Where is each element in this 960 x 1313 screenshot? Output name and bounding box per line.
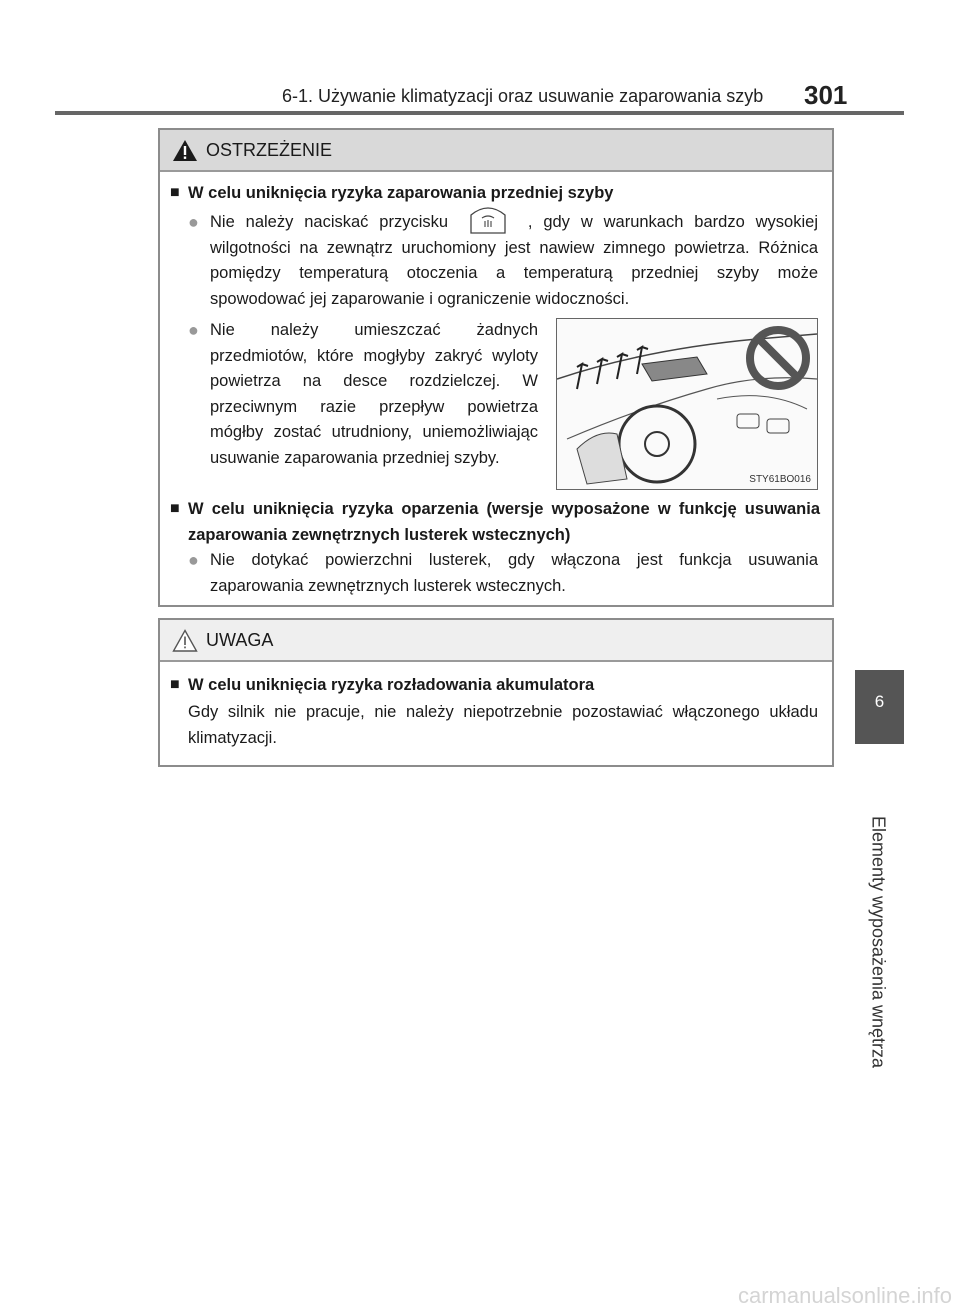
- chapter-label-container: [858, 752, 898, 1132]
- warning-section-heading-1: ■ W celu uniknięcia ryzyka zaparowania przedniej szyby: [170, 180, 820, 206]
- bullet-1-text-before: Nie należy naciskać przycisku: [210, 213, 449, 231]
- warning-bullet-2: ● Nie należy umieszczać żadnych przedmiotów, które mogłyby zakryć wyloty powietrza na desce rozdzielczej. W przeciwnym razie przepływ powietrza mógłby zostać utrudniony, uniemożliwiając usuwanie zaparowania przedniej szyby.: [188, 320, 538, 467]
- prohibited-sign-icon: [745, 325, 811, 391]
- header-rule: [55, 111, 904, 115]
- note-text: Gdy silnik nie pracuje, nie należy niepotrzebnie pozostawiać włączonego układu klimatyzacji.: [188, 703, 818, 747]
- note-heading: ■ W celu uniknięcia ryzyka rozładowania akumulatora: [170, 672, 820, 698]
- circle-bullet-icon: ●: [188, 320, 199, 340]
- warning-triangle-outline-icon: [172, 629, 198, 652]
- chapter-tab: [855, 670, 904, 744]
- page-number: 301: [804, 80, 848, 110]
- warning-bullet-1: [188, 210, 818, 312]
- bullet-1-text-after: , gdy w warunkach bardzo wysokiej wilgotności na zewnątrz uruchomiony jest nawiew zimnego powietrza. Różnica pomiędzy temperaturą otoczenia a temperaturą przedniej szyby może spowodować jej zaparowanie i ograniczenie widoczności.: [210, 213, 818, 308]
- circle-bullet-icon: ●: [188, 212, 199, 232]
- warning-box-header: [160, 130, 832, 172]
- warning-section-heading-2: ■ W celu uniknięcia ryzyka oparzenia (wersje wyposażone w funkcję usuwania zaparowania zewnętrznych lusterek wstecznych): [170, 496, 820, 548]
- illustration-code: STY61BO016: [749, 474, 811, 485]
- watermark: carmanualsonline.info: [737, 1283, 952, 1308]
- chapter-label: Elementy wyposażenia wnętrza: [868, 815, 889, 1069]
- square-bullet-icon: ■: [170, 676, 180, 693]
- dashboard-illustration: [556, 318, 818, 490]
- warning-box: [158, 128, 834, 607]
- front-defroster-button-icon: [463, 205, 513, 235]
- note-box: [158, 618, 834, 767]
- square-bullet-icon: ■: [170, 500, 180, 517]
- warning-title: OSTRZEŻENIE: [206, 139, 333, 160]
- square-bullet-icon: ■: [170, 184, 180, 201]
- circle-bullet-icon: ●: [188, 550, 199, 570]
- note-box-header: [160, 620, 832, 662]
- chapter-number: 6: [874, 692, 885, 711]
- note-title: UWAGA: [206, 629, 274, 650]
- warning-bullet-3: ● Nie dotykać powierzchni lusterek, gdy włączona jest funkcja usuwania zaparowania zewnętrznych lusterek wstecznych.: [188, 550, 818, 595]
- running-header: 6-1. Używanie klimatyzacji oraz usuwanie zaparowania szyb: [282, 86, 764, 106]
- warning-triangle-filled-icon: [172, 139, 198, 162]
